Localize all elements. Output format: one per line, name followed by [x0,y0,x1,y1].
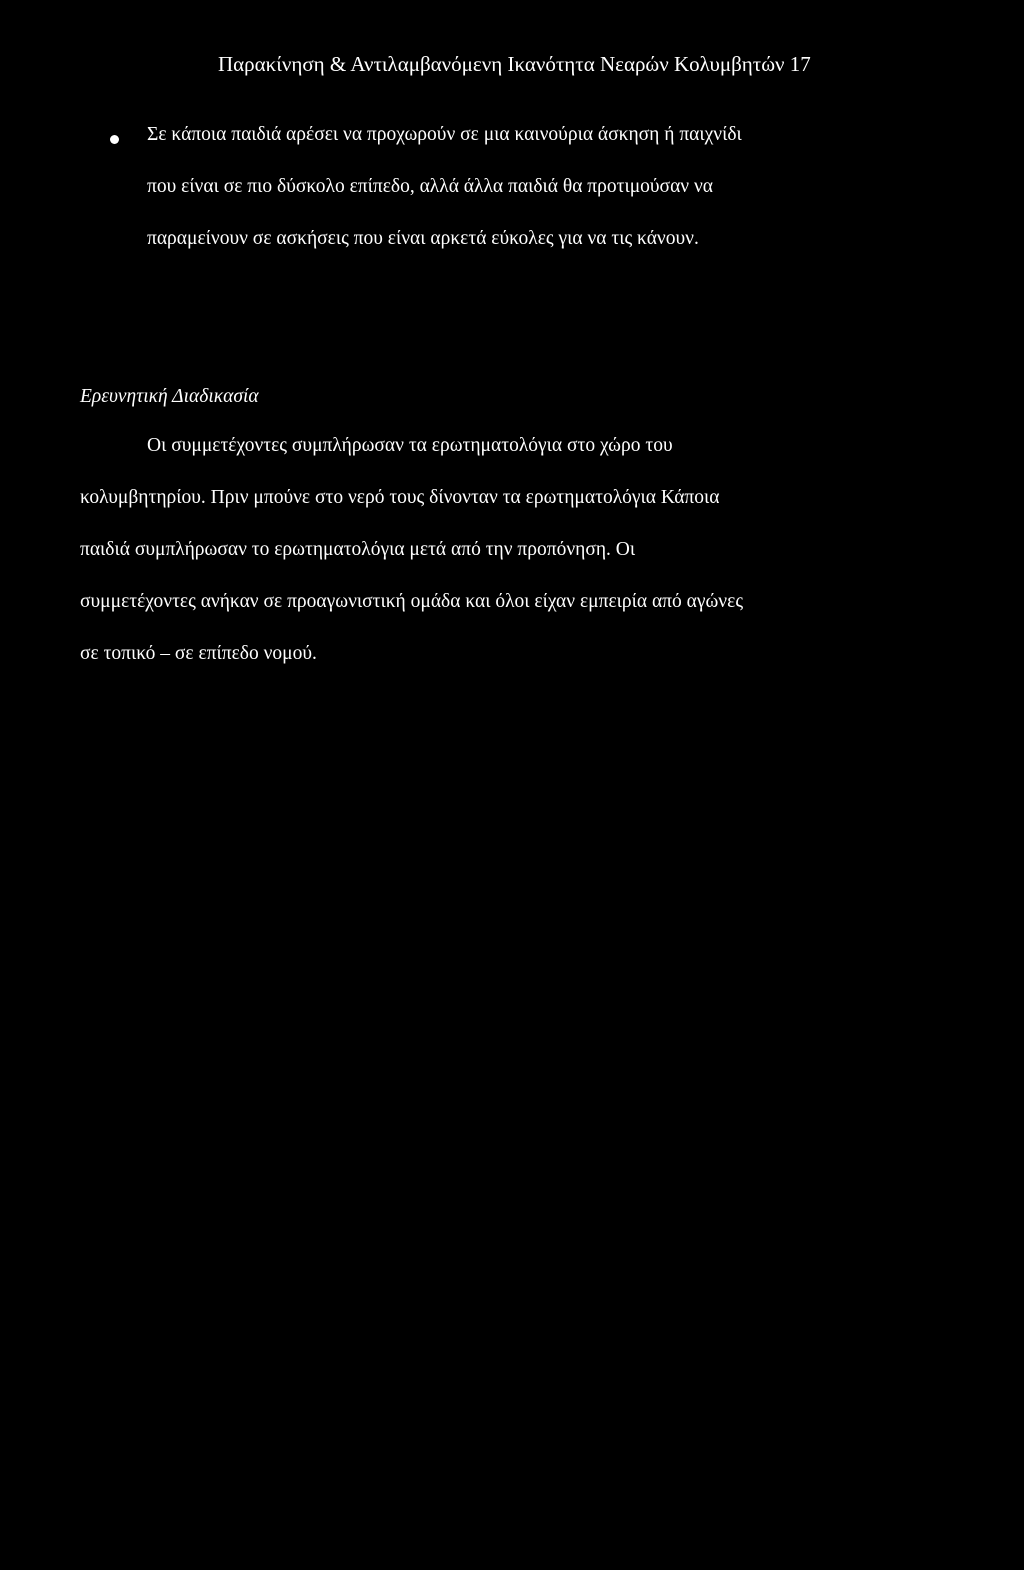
paragraph-line: Οι συμμετέχοντες συμπλήρωσαν τα ερωτηματολόγια στο χώρο του [147,435,673,456]
body-paragraph [80,431,880,691]
bullet-line: Σε κάποια παιδιά αρέσει να προχωρούν σε μια καινούρια άσκηση ή παιχνίδι [147,124,742,145]
section-heading: Ερευνητική Διαδικασία [80,386,259,407]
paragraph-line: παιδιά συμπλήρωσαν το ερωτηματολόγια μετά από την προπόνηση. Οι [80,539,636,560]
paragraph-line: συμμετέχοντες ανήκαν σε προαγωνιστική ομάδα και όλοι είχαν εμπειρία από αγώνες [80,591,744,612]
running-header: Παρακίνηση & Αντιλαμβανόμενη Ικανότητα Νεαρών Κολυμβητών 17 [218,52,811,76]
bullet-line: που είναι σε πιο δύσκολο επίπεδο, αλλά άλλα παιδιά θα προτιμούσαν να [147,176,714,197]
paragraph-line: κολυμβητηρίου. Πριν μπούνε στο νερό τους δίνονταν τα ερωτηματολόγια Κάποια [80,487,720,508]
bullet-line: παραμείνουν σε ασκήσεις που είναι αρκετά εύκολες για να τις κάνουν. [147,228,699,249]
paragraph-line: σε τοπικό – σε επίπεδο νομού. [80,643,317,664]
bullet-text [147,120,867,276]
bullet-icon [110,135,119,144]
